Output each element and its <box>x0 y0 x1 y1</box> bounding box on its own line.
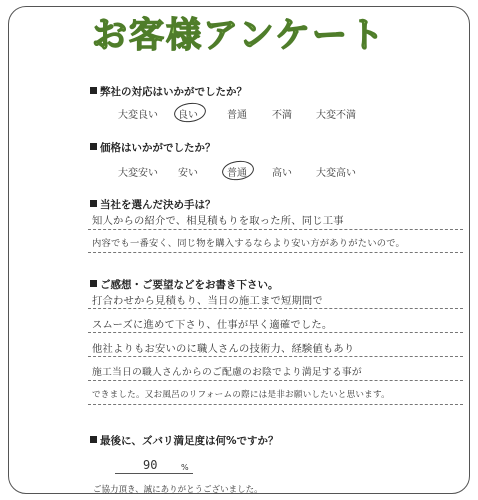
answer-line <box>88 356 463 357</box>
question-2 <box>90 140 216 155</box>
square-bullet-icon <box>90 87 97 94</box>
q1-option-4[interactable]: 不満 <box>272 110 292 121</box>
question-1 <box>90 84 247 99</box>
question-1-label: 弊社の対応はいかがでしたか？ <box>100 86 247 98</box>
square-bullet-icon <box>90 200 97 207</box>
answer-line <box>88 308 463 309</box>
q2-option-4[interactable]: 高い <box>272 168 292 179</box>
question-5 <box>90 433 279 448</box>
q3-answer-line-1: 知人からの紹介で、相見積もりを取った所、同じ工事 <box>92 215 344 227</box>
satisfaction-input-line <box>115 473 193 474</box>
q4-answer-line-2: スムーズに進めて下さり、仕事が早く適確でした。 <box>92 319 333 331</box>
answer-line <box>88 332 463 333</box>
square-bullet-icon <box>90 436 97 443</box>
q2-option-5[interactable]: 大変高い <box>316 168 356 179</box>
survey-title: お客様アンケート <box>92 16 386 56</box>
square-bullet-icon <box>90 143 97 150</box>
q4-answer-line-1: 打合わせから見積もり、当日の施工まで短期間で <box>92 295 323 307</box>
question-2-label: 価格はいかがでしたか？ <box>100 142 216 154</box>
satisfaction-value[interactable]: 90 <box>143 458 158 472</box>
q2-option-1[interactable]: 大変安い <box>118 168 158 179</box>
answer-line <box>88 404 463 405</box>
square-bullet-icon <box>90 280 97 287</box>
q2-option-2[interactable]: 安い <box>178 168 198 179</box>
q1-option-1[interactable]: 大変良い <box>118 110 158 121</box>
question-4 <box>90 277 279 292</box>
q3-answer-line-2: 内容でも一番安く、同じ物を購入するならより安い方がありがたいので。 <box>92 238 406 249</box>
q1-option-2[interactable]: 良い <box>178 110 198 121</box>
q4-answer-line-4: 施工当日の職人さんからのご配慮のお陰でより満足する事が <box>92 367 362 378</box>
q1-option-5[interactable]: 大変不満 <box>316 110 356 121</box>
question-1-options <box>0 106 478 120</box>
q1-option-3[interactable]: 普通 <box>227 110 247 121</box>
q4-answer-line-5: できました。又お風呂のリフォームの際には是非お願いしたいと思います。 <box>92 390 390 400</box>
footer-thanks: ご協力頂き、誠にありがとうございました。 <box>93 485 263 495</box>
survey-card <box>8 6 470 494</box>
question-5-label: 最後に、ズバリ満足度は何%ですか？ <box>100 435 279 447</box>
q2-option-3[interactable]: 普通 <box>227 168 247 179</box>
answer-line <box>88 380 463 381</box>
question-3 <box>90 197 216 212</box>
question-4-label: ご感想・ご要望などをお書き下さい。 <box>100 279 279 291</box>
answer-line <box>88 229 463 230</box>
q4-answer-line-3: 他社よりもお安いのに職人さんの技術力、経験値もあり <box>92 343 355 355</box>
question-3-label: 当社を選んだ決め手は？ <box>100 199 216 211</box>
satisfaction-unit: % <box>181 463 189 472</box>
answer-line <box>88 252 463 253</box>
